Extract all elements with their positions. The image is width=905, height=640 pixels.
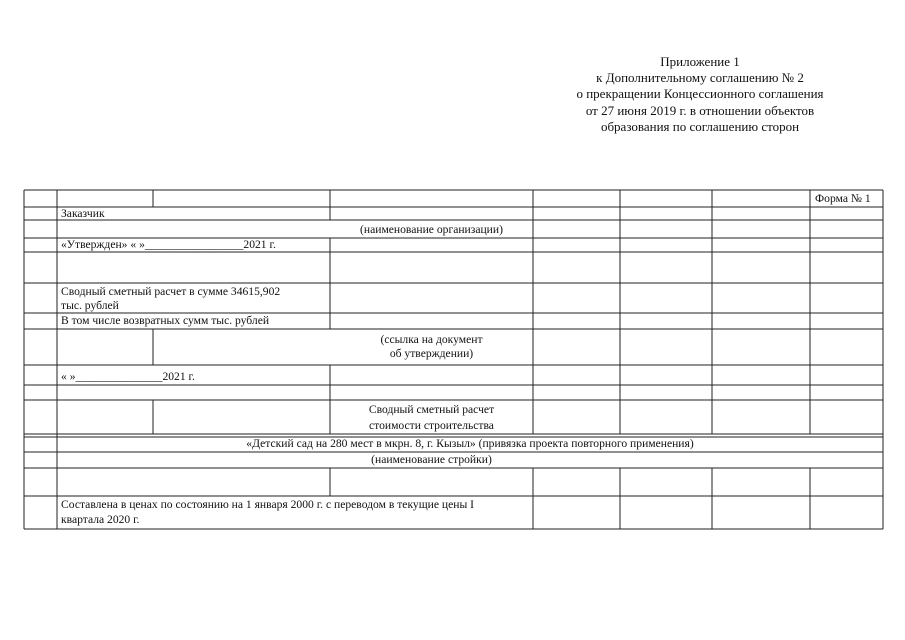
construction-name-caption: (наименование стройки) bbox=[371, 453, 492, 466]
returnable-amount-line: В том числе возвратных сумм тыс. рублей bbox=[61, 314, 270, 327]
doc-ref-caption-line-2: об утверждении) bbox=[389, 347, 474, 360]
estimate-sum-line-2: тыс. рублей bbox=[61, 299, 119, 312]
doc-ref-caption-line-1: (ссылка на документ bbox=[380, 333, 483, 346]
org-name-caption: (наименование организации) bbox=[360, 223, 503, 236]
appendix-line-2: к Дополнительному соглашению № 2 bbox=[596, 70, 804, 86]
estimate-sum-line-1: Сводный сметный расчет в сумме 34615,902 bbox=[61, 285, 281, 298]
summary-title-line-2: стоимости строительства bbox=[369, 419, 494, 432]
prices-basis-line-2: квартала 2020 г. bbox=[61, 513, 140, 526]
form-number: Форма № 1 bbox=[815, 192, 871, 205]
summary-title-line-1: Сводный сметный расчет bbox=[368, 403, 495, 416]
appendix-title: Приложение 1 bbox=[660, 54, 740, 69]
appendix-line-5: образования по соглашению сторон bbox=[600, 118, 800, 134]
appendix-line-4: от 27 июня 2019 г. в отношении объектов bbox=[585, 102, 815, 118]
date-line: « »_______________2021 г. bbox=[61, 370, 195, 383]
approved-line: «Утвержден» « »_________________2021 г. bbox=[61, 238, 276, 251]
prices-basis-line-1: Составлена в ценах по состоянию на 1 января 2000 г. с переводом в текущие цены I bbox=[61, 498, 474, 511]
project-name: «Детский сад на 280 мест в мкрн. 8, г. Кызыл» (привязка проекта повторного применения) bbox=[246, 437, 694, 450]
customer-label: Заказчик bbox=[61, 207, 105, 220]
appendix-line-3: о прекращении Концессионного соглашения bbox=[576, 86, 824, 102]
